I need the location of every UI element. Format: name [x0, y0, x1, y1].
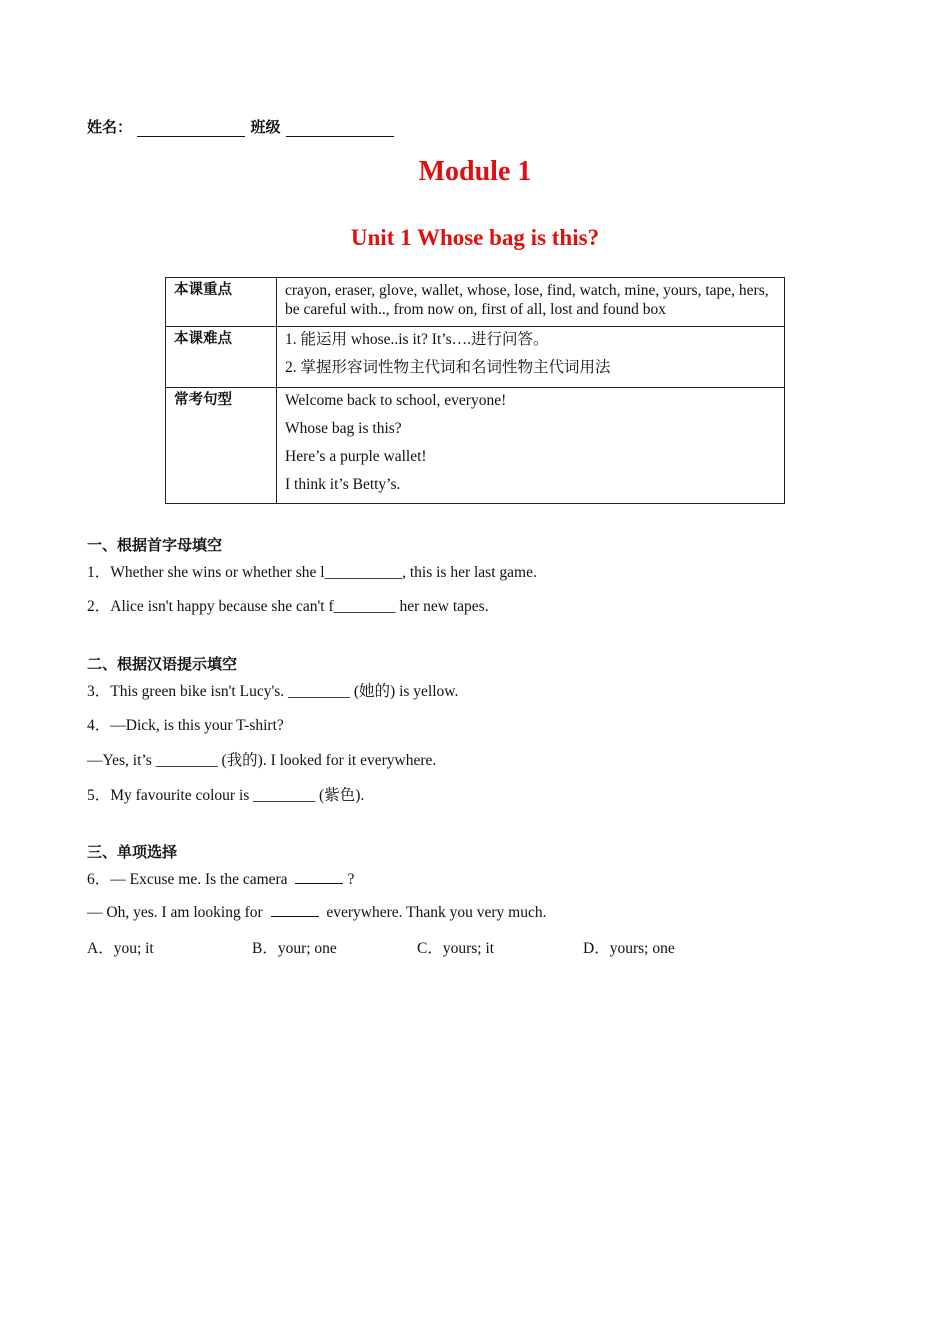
key-points-cell [277, 278, 785, 327]
name-label: 姓名： [87, 118, 133, 136]
question-4-line-2: —Yes, it’s ________ (我的). I looked for it everywhere. [87, 752, 437, 769]
key-points-label: 本课重点 [166, 278, 277, 327]
common-sentences-cell [277, 388, 785, 504]
question-3: 3．This green bike isn't Lucy's. ________ (她的) is yellow. [87, 683, 459, 700]
difficult-points-cell [277, 327, 785, 388]
difficult-point-2: 2. 掌握形容词性物主代词和名词性物主代词用法 [285, 359, 611, 376]
table-row [166, 327, 785, 388]
table-row [166, 388, 785, 504]
question-1: 1．Whether she wins or whether she l__________, this is her last game. [87, 564, 537, 581]
section-3-title: 三、单项选择 [87, 843, 178, 861]
answer-blank[interactable] [295, 869, 343, 884]
question-6-text-b-end: everywhere. Thank you very much. [326, 904, 547, 921]
student-info-line [87, 116, 394, 137]
class-label: 班级 [250, 118, 281, 136]
sentence-3: Here’s a purple wallet! [285, 448, 427, 465]
question-6-line-2 [87, 902, 546, 922]
sentence-2: Whose bag is this? [285, 420, 402, 437]
question-5: 5．My favourite colour is ________ (紫色). [87, 787, 365, 804]
option-b[interactable]: B．your; one [252, 940, 337, 957]
answer-blank[interactable] [271, 902, 319, 917]
difficult-points-label: 本课难点 [166, 327, 277, 388]
key-points-text: crayon, eraser, glove, wallet, whose, lose, find, watch, mine, yours, tape, hers, be careful with.., from now on, first of all, lost and found box [285, 282, 769, 318]
question-6-line-1 [87, 867, 354, 889]
section-2-title: 二、根据汉语提示填空 [87, 655, 238, 673]
option-d[interactable]: D．yours; one [583, 940, 675, 957]
difficult-point-1: 1. 能运用 whose..is it? It’s….进行问答。 [285, 331, 549, 348]
table-row [166, 278, 785, 327]
question-4-line-1: 4．—Dick, is this your T-shirt? [87, 717, 284, 734]
question-6-text-a: 6．— Excuse me. Is the camera [87, 871, 288, 888]
section-1-title: 一、根据首字母填空 [87, 536, 223, 554]
option-a[interactable]: A．you; it [87, 940, 154, 957]
name-field[interactable] [137, 122, 245, 137]
question-2: 2．Alice isn't happy because she can't f________ her new tapes. [87, 598, 489, 615]
unit-title: Unit 1 Whose bag is this? [350, 225, 600, 250]
question-6-text-b: — Oh, yes. I am looking for [87, 904, 263, 921]
class-field[interactable] [286, 122, 394, 137]
lesson-info-table [165, 277, 785, 504]
module-title: Module 1 [418, 156, 532, 187]
sentence-1: Welcome back to school, everyone! [285, 392, 507, 409]
question-6-text-a-end: ? [347, 871, 355, 888]
common-sentences-label: 常考句型 [166, 388, 277, 504]
sentence-4: I think it’s Betty’s. [285, 476, 401, 493]
option-c[interactable]: C．yours; it [417, 940, 495, 957]
